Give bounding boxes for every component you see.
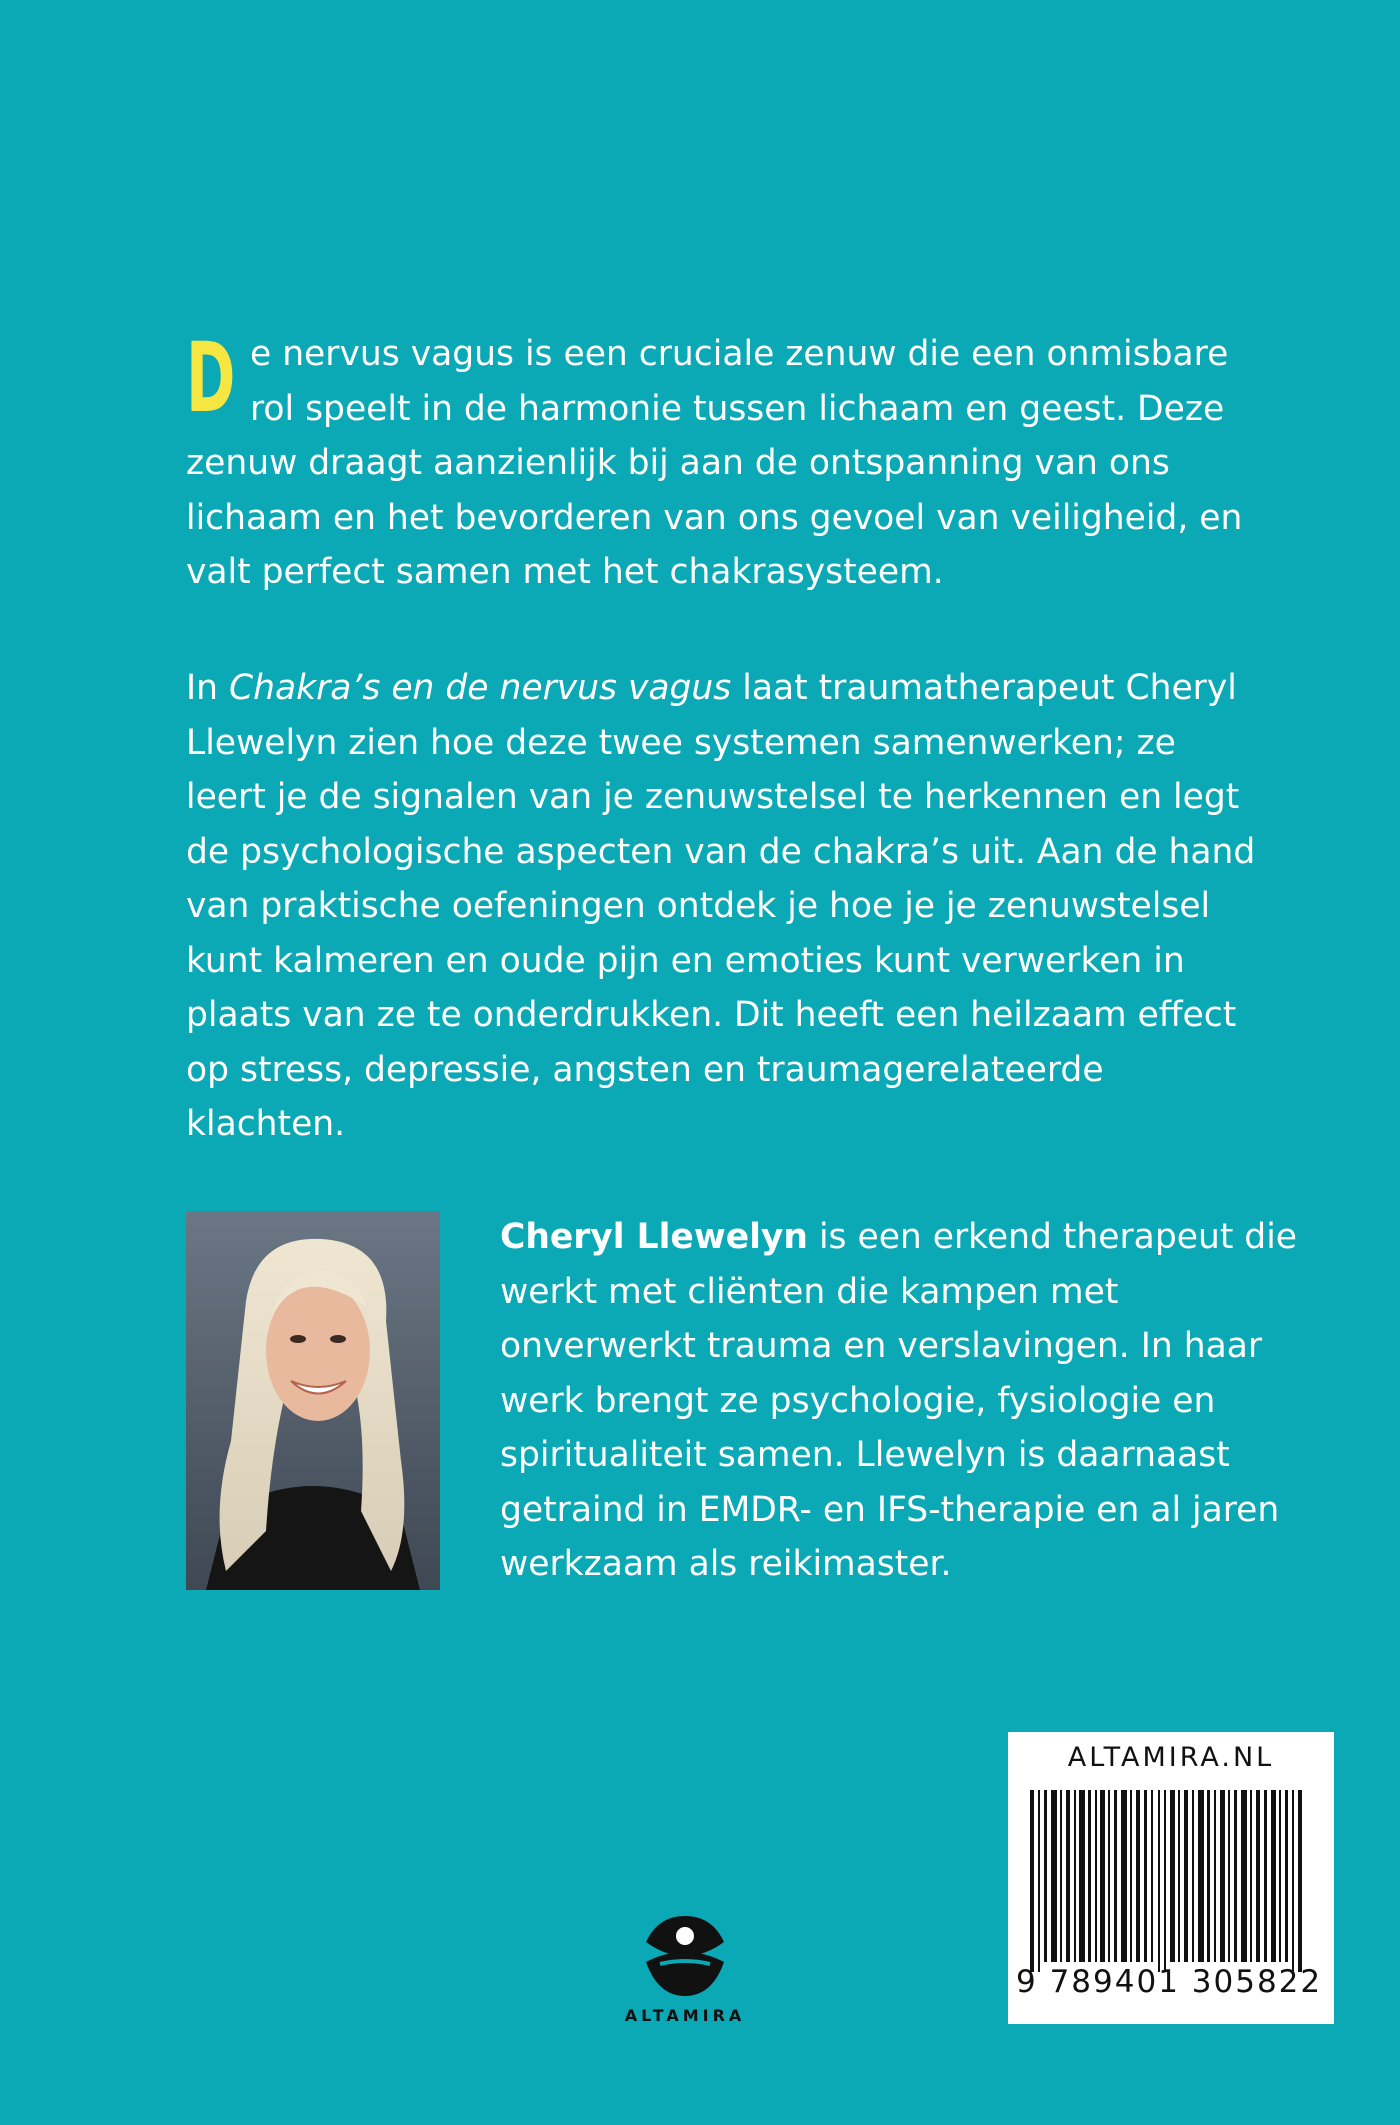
publisher-name: ALTAMIRA	[624, 2006, 746, 2025]
description-prefix: In	[186, 668, 219, 708]
author-bio	[500, 1210, 1300, 1592]
eye-icon	[600, 1912, 770, 2002]
book-title: Chakra’s en de nervus vagus	[229, 668, 732, 708]
author-photo	[186, 1211, 440, 1590]
intro-paragraph	[186, 322, 1266, 600]
author-name: Cheryl Llewelyn	[500, 1217, 808, 1257]
description-paragraph	[186, 661, 1266, 1152]
drop-cap: D	[186, 322, 236, 434]
intro-text: e nervus vagus is een cruciale zenuw die een onmisbare rol speelt in de harmonie tussen lichaam en geest. Deze zenuw draagt aanzienlijk bij aan de ontspanning van ons lichaam en het bevorderen van ons gevoel van veiligheid, en valt perfect samen met het chakrasysteem.	[186, 334, 1243, 592]
barcode-block	[1008, 1732, 1334, 2024]
author-bio-text: is een erkend therapeut die werkt met cliënten die kampen met onverwerkt trauma en verslavingen. In haar werk brengt ze psychologie, fysiologie en spiritualiteit samen. Llewelyn is daarnaast getraind in EMDR- en IFS-therapie en al jaren werkzaam als reikimaster.	[500, 1217, 1298, 1584]
publisher-logo	[600, 1912, 770, 2025]
isbn-number: 9 789401 305822	[1016, 1964, 1323, 2000]
description-text: laat traumatherapeut Cheryl Llewelyn zien hoe deze twee systemen samenwerken; ze leert je de signalen van je zenuwstelsel te herkennen en legt de psychologische aspecten van de chakra’s uit. Aan de hand van praktische oefeningen ontdek je hoe je je zenuwstelsel kunt kalmeren en oude pijn en emoties kunt verwerken in plaats van ze te onderdrukken. Dit heeft een heilzaam effect op stress, depressie, angsten en traumagerelateerde klachten.	[186, 668, 1256, 1144]
publisher-website: ALTAMIRA.NL	[1067, 1742, 1275, 1773]
